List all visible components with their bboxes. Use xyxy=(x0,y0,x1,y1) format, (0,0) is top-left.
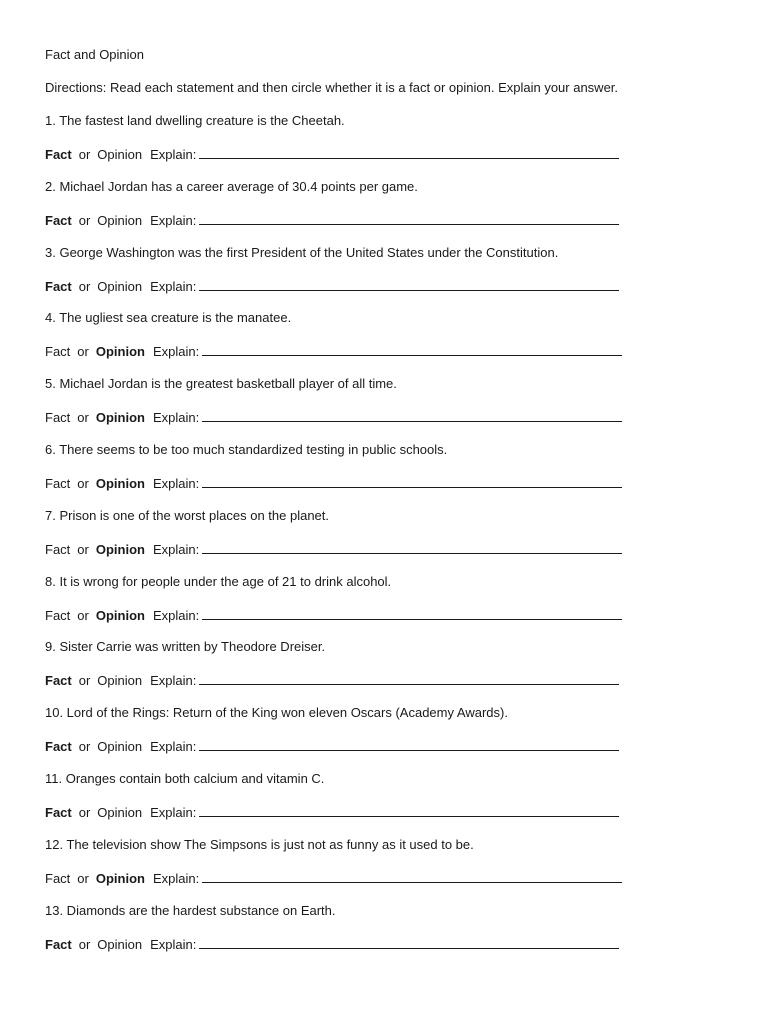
explain-label: Explain: xyxy=(150,673,197,689)
fact-choice[interactable]: Fact xyxy=(45,212,72,228)
worksheet-title: Fact and Opinion xyxy=(45,47,145,62)
answer-line xyxy=(45,212,619,228)
question-statement: 12. The television show The Simpsons is just not as funny as it used to be. xyxy=(45,836,474,852)
answer-line xyxy=(45,738,619,754)
explain-label: Explain: xyxy=(150,936,197,952)
fact-choice[interactable]: Fact xyxy=(45,739,72,755)
question-statement: 9. Sister Carrie was written by Theodore Dreiser. xyxy=(45,639,326,655)
question-statement: 10. Lord of the Rings: Return of the King won eleven Oscars (Academy Awards). xyxy=(45,705,508,721)
opinion-choice[interactable]: Opinion xyxy=(95,870,145,886)
or-label: or xyxy=(77,344,89,360)
fact-choice[interactable]: Fact xyxy=(45,278,72,294)
fact-choice[interactable]: Fact xyxy=(45,870,71,886)
question-statement: 5. Michael Jordan is the greatest basketball player of all time. xyxy=(45,376,397,392)
opinion-choice[interactable]: Opinion xyxy=(97,147,143,162)
question-statement: 1. The fastest land dwelling creature is the Cheetah. xyxy=(45,113,345,128)
explain-answer-blank[interactable] xyxy=(199,146,619,159)
explain-label: Explain: xyxy=(150,147,197,162)
fact-choice[interactable]: Fact xyxy=(45,147,72,162)
opinion-choice[interactable]: Opinion xyxy=(95,344,145,360)
answer-line xyxy=(45,541,622,557)
opinion-choice[interactable]: Opinion xyxy=(97,936,143,952)
fact-choice[interactable]: Fact xyxy=(45,673,72,689)
explain-answer-blank[interactable] xyxy=(202,870,622,883)
fact-choice[interactable]: Fact xyxy=(45,805,72,820)
opinion-choice[interactable]: Opinion xyxy=(97,673,143,689)
answer-line xyxy=(45,146,619,162)
explain-label: Explain: xyxy=(152,344,200,360)
opinion-choice[interactable]: Opinion xyxy=(97,805,143,820)
opinion-choice[interactable]: Opinion xyxy=(95,607,145,623)
explain-label: Explain: xyxy=(152,476,200,491)
explain-answer-blank[interactable] xyxy=(199,672,619,685)
answer-line xyxy=(45,607,622,623)
question-statement: 8. It is wrong for people under the age of 21 to drink alcohol. xyxy=(45,573,392,589)
or-label: or xyxy=(78,739,91,755)
or-label: or xyxy=(78,936,91,952)
explain-answer-blank[interactable] xyxy=(202,409,622,422)
opinion-choice[interactable]: Opinion xyxy=(95,541,145,557)
explain-label: Explain: xyxy=(152,410,200,426)
answer-line xyxy=(45,870,622,886)
explain-label: Explain: xyxy=(152,607,200,623)
or-label: or xyxy=(77,607,89,623)
explain-answer-blank[interactable] xyxy=(202,607,622,620)
answer-line xyxy=(45,936,619,952)
explain-label: Explain: xyxy=(152,870,200,886)
question-statement: 13. Diamonds are the hardest substance on Earth. xyxy=(45,902,336,918)
or-label: or xyxy=(77,410,89,426)
opinion-choice[interactable]: Opinion xyxy=(97,212,143,228)
opinion-choice[interactable]: Opinion xyxy=(95,476,145,491)
or-label: or xyxy=(77,476,89,491)
answer-line xyxy=(45,278,619,294)
or-label: or xyxy=(77,870,89,886)
answer-line xyxy=(45,343,622,359)
question-statement: 3. George Washington was the first President of the United States under the Constitution. xyxy=(45,244,559,260)
fact-choice[interactable]: Fact xyxy=(45,410,71,426)
explain-answer-blank[interactable] xyxy=(199,278,619,291)
answer-line xyxy=(45,409,622,425)
answer-line xyxy=(45,672,619,688)
fact-choice[interactable]: Fact xyxy=(45,344,71,360)
explain-answer-blank[interactable] xyxy=(199,936,619,949)
answer-line xyxy=(45,804,619,820)
explain-label: Explain: xyxy=(150,212,197,228)
explain-answer-blank[interactable] xyxy=(199,738,619,751)
or-label: or xyxy=(78,278,91,294)
explain-answer-blank[interactable] xyxy=(199,804,619,817)
question-statement: 7. Prison is one of the worst places on the planet. xyxy=(45,507,330,523)
explain-answer-blank[interactable] xyxy=(202,475,622,488)
explain-answer-blank[interactable] xyxy=(202,541,622,554)
question-statement: 6. There seems to be too much standardized testing in public schools. xyxy=(45,442,448,457)
or-label: or xyxy=(78,212,91,228)
explain-answer-blank[interactable] xyxy=(202,343,622,356)
directions-text: Directions: Read each statement and then circle whether it is a fact or opinion. Explain your answer. xyxy=(45,80,619,95)
or-label: or xyxy=(78,805,91,820)
explain-label: Explain: xyxy=(152,541,200,557)
opinion-choice[interactable]: Opinion xyxy=(95,410,145,426)
explain-label: Explain: xyxy=(150,278,197,294)
or-label: or xyxy=(78,147,91,162)
question-statement: 2. Michael Jordan has a career average of 30.4 points per game. xyxy=(45,178,418,194)
fact-choice[interactable]: Fact xyxy=(45,607,71,623)
fact-choice[interactable]: Fact xyxy=(45,936,72,952)
answer-line xyxy=(45,475,622,491)
opinion-choice[interactable]: Opinion xyxy=(97,278,143,294)
explain-label: Explain: xyxy=(150,805,197,820)
explain-answer-blank[interactable] xyxy=(199,212,619,225)
explain-label: Explain: xyxy=(150,739,197,755)
question-statement: 11. Oranges contain both calcium and vitamin C. xyxy=(45,771,325,786)
fact-choice[interactable]: Fact xyxy=(45,541,71,557)
or-label: or xyxy=(77,541,89,557)
or-label: or xyxy=(78,673,91,689)
question-statement: 4. The ugliest sea creature is the manatee. xyxy=(45,310,292,326)
opinion-choice[interactable]: Opinion xyxy=(97,739,143,755)
fact-choice[interactable]: Fact xyxy=(45,476,71,491)
